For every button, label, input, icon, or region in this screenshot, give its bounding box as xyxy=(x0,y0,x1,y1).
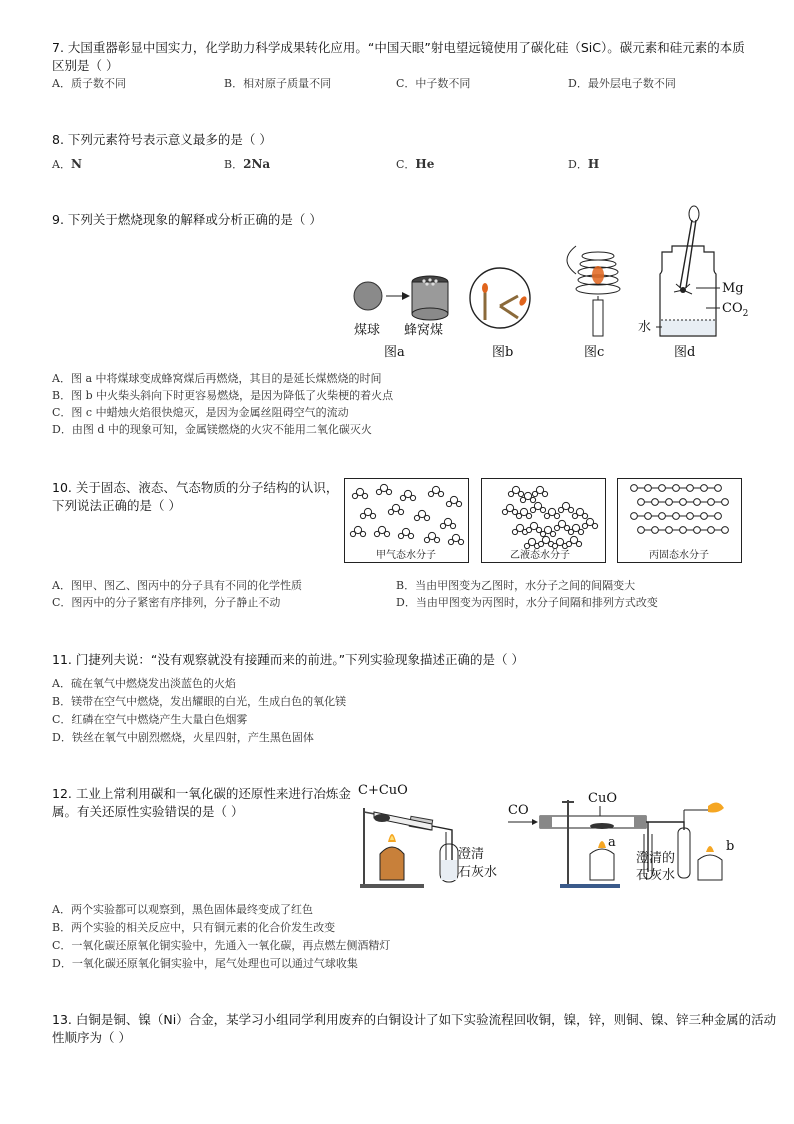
right-co-label: CO xyxy=(508,803,529,818)
figure-d-caption: 图d xyxy=(674,345,696,360)
water-molecule xyxy=(450,523,455,528)
water-molecule xyxy=(572,513,577,518)
water-molecule xyxy=(520,497,525,502)
figure-b-caption: 图b xyxy=(492,345,514,360)
q9-option-c: C．图 c 中蜡烛火焰很快熄灭，是因为金属丝阻碍空气的流动 xyxy=(52,406,349,419)
element-symbol: H xyxy=(587,157,600,171)
water-molecule xyxy=(631,513,638,520)
water-molecule xyxy=(438,491,443,496)
water-molecule xyxy=(388,509,393,514)
figure-c-caption: 图c xyxy=(584,345,605,360)
left-lime-label-1: 澄清 xyxy=(458,847,485,862)
water-molecule xyxy=(638,527,645,534)
water-molecule xyxy=(386,489,391,494)
q10-option-c: C．图丙中的分子紧密有序排列，分子静止不动 xyxy=(52,596,281,609)
water-molecule xyxy=(568,529,573,534)
water-molecule xyxy=(687,485,694,492)
water-molecule xyxy=(540,507,545,512)
q10-stem-line1: 10. 关于固态、液态、气态物质的分子结构的认识， xyxy=(52,480,339,495)
q11-option-c: C．红磷在空气中燃烧产生大量白色烟雾 xyxy=(52,713,248,726)
water-molecule xyxy=(434,537,439,542)
water-molecule xyxy=(708,527,715,534)
liquid-water-box xyxy=(482,479,606,563)
water-molecule xyxy=(722,499,729,506)
water-molecule xyxy=(384,531,389,536)
left-lime-label-2: 石灰水 xyxy=(458,865,498,880)
water-molecule xyxy=(448,539,453,544)
liquid-caption: 乙液态水分子 xyxy=(510,550,570,561)
figure-d-mg-co2 xyxy=(638,206,748,360)
water-molecule xyxy=(398,509,403,514)
water-molecule xyxy=(518,491,523,496)
water-molecule xyxy=(508,491,513,496)
water-molecule xyxy=(440,523,445,528)
water-molecule xyxy=(715,485,722,492)
water-molecule xyxy=(532,491,537,496)
water-molecule xyxy=(516,513,521,518)
water-molecule xyxy=(673,513,680,520)
q10-option-d: D．当由甲图变为丙图时，水分子间隔和排列方式改变 xyxy=(396,596,658,609)
water-molecule xyxy=(645,513,652,520)
q12-stem-line2: 属。有关还原性实验错误的是（ ） xyxy=(52,804,244,819)
water-molecule xyxy=(680,527,687,534)
water-molecule xyxy=(352,493,357,498)
water-molecule xyxy=(673,485,680,492)
left-reactant-label: C+CuO xyxy=(358,783,408,798)
solid-water-box xyxy=(618,479,742,563)
water-molecule xyxy=(701,513,708,520)
q7-option-d: D．最外层电子数不同 xyxy=(568,77,676,90)
right-cuo-label: CuO xyxy=(588,791,617,806)
water-molecule xyxy=(552,543,557,548)
water-molecule xyxy=(524,543,529,548)
q9-stem: 9. 下列关于燃烧现象的解释或分析正确的是（ ） xyxy=(52,212,322,227)
water-molecule xyxy=(530,507,535,512)
q11-option-b: B．镁带在空气中燃烧，发出耀眼的白光，生成白色的氧化镁 xyxy=(52,695,347,708)
figure-a-left-label: 煤球 xyxy=(354,323,381,338)
right-lime-label-1: 澄清的 xyxy=(636,851,676,866)
q9-option-b: B．图 b 中火柴头斜向下时更容易燃烧，是因为降低了火柴梗的着火点 xyxy=(52,389,394,402)
water-molecule xyxy=(659,513,666,520)
q8-option-d: D．H xyxy=(568,157,600,171)
water-molecule xyxy=(428,491,433,496)
figure-a-right-label: 蜂窝煤 xyxy=(404,323,444,338)
q12-stem-line1: 12. 工业上常利用碳和一氧化碳的还原性来进行冶炼金 xyxy=(52,786,351,801)
water-molecule xyxy=(398,533,403,538)
co-reduction-apparatus xyxy=(508,791,734,888)
water-molecule xyxy=(374,531,379,536)
water-molecule xyxy=(512,529,517,534)
figure-d-mg-label: Mg xyxy=(722,281,744,296)
right-lime-label-2: 石灰水 xyxy=(636,868,676,883)
solid-caption: 丙固态水分子 xyxy=(649,550,709,561)
water-molecule xyxy=(582,513,587,518)
water-molecule xyxy=(722,527,729,534)
q12-option-c: C．一氧化碳还原氧化铜实验中，先通入一氧化碳，再点燃左侧酒精灯 xyxy=(52,939,391,952)
q9-option-d: D．由图 d 中的现象可知，金属镁燃烧的火灾不能用二氧化碳灭火 xyxy=(52,423,372,436)
water-molecule xyxy=(554,525,559,530)
figure-a-coal xyxy=(354,276,448,360)
water-molecule xyxy=(526,527,531,532)
water-molecule xyxy=(554,513,559,518)
water-molecule xyxy=(370,513,375,518)
figure-b-matches xyxy=(470,268,530,360)
water-molecule xyxy=(414,515,419,520)
figure-a-caption: 图a xyxy=(384,345,405,360)
q8-stem: 8. 下列元素符号表示意义最多的是（ ） xyxy=(52,132,272,147)
q13-stem-line1: 13. 白铜是铜、镍（Ni）合金，某学习小组同学利用废弃的白铜设计了如下实验流程回收铜，镍，锌，则铜、镍、锌三种金属的活动 xyxy=(52,1012,777,1027)
water-molecule xyxy=(701,485,708,492)
gas-caption: 甲气态水分子 xyxy=(376,550,436,561)
water-molecule xyxy=(566,541,571,546)
water-molecule xyxy=(680,499,687,506)
figure-d-water-label: 水 xyxy=(638,320,652,335)
figure-d-co2-label: $CO_2$ xyxy=(722,301,749,319)
q12-option-b: B．两个实验的相关反应中，只有铜元素的化合价发生改变 xyxy=(52,921,336,934)
water-molecule xyxy=(568,507,573,512)
water-molecule xyxy=(458,539,463,544)
water-molecule xyxy=(400,495,405,500)
water-molecule xyxy=(550,531,555,536)
element-symbol: 2Na xyxy=(243,157,271,171)
water-molecule xyxy=(578,529,583,534)
right-a-label: a xyxy=(608,835,616,850)
q11-option-d: D．铁丝在氧气中剧烈燃烧，火星四射，产生黑色固体 xyxy=(52,731,314,744)
q7-option-b: B．相对原子质量不同 xyxy=(224,77,332,90)
element-symbol: He xyxy=(415,157,435,171)
water-molecule xyxy=(362,493,367,498)
q10-option-b: B．当由甲图变为乙图时，水分子之间的间隔变大 xyxy=(396,579,636,592)
water-molecule xyxy=(502,509,507,514)
q7-stem-line1: 7. 大国重器彰显中国实力，化学助力科学成果转化应用。“中国天眼”射电望远镜使用了碳化硅（SiC）。碳元素和硅元素的本质 xyxy=(52,40,745,55)
q12-option-a: A．两个实验都可以观察到，黑色固体最终变成了红色 xyxy=(52,903,313,916)
element-symbol: N xyxy=(70,157,82,171)
water-molecule xyxy=(715,513,722,520)
q12-reduction-figure xyxy=(352,780,752,890)
q13-stem-line2: 性顺序为（ ） xyxy=(52,1030,131,1045)
q10-molecule-figure xyxy=(344,478,744,566)
water-molecule xyxy=(540,531,545,536)
water-molecule xyxy=(456,501,461,506)
figure-c-candle xyxy=(567,246,620,360)
q9-combustion-figure xyxy=(340,200,760,365)
water-molecule xyxy=(530,497,535,502)
q7-option-a: A．质子数不同 xyxy=(52,77,126,90)
water-molecule xyxy=(666,499,673,506)
q11-stem: 11. 门捷列夫说：“没有观察就没有接踵而来的前进。”下列实验现象描述正确的是（ ） xyxy=(52,652,525,667)
water-molecule xyxy=(592,523,597,528)
water-molecule xyxy=(576,541,581,546)
q8-option-a: A．N xyxy=(52,157,82,171)
water-molecule xyxy=(376,489,381,494)
water-molecule xyxy=(408,533,413,538)
water-molecule xyxy=(424,515,429,520)
water-molecule xyxy=(687,513,694,520)
water-molecule xyxy=(694,499,701,506)
q7-option-c: C．中子数不同 xyxy=(396,77,471,90)
water-molecule xyxy=(694,527,701,534)
water-molecule xyxy=(645,485,652,492)
q9-option-a: A．图 a 中将煤球变成蜂窝煤后再燃烧，其目的是延长煤燃烧的时间 xyxy=(52,372,382,385)
gas-water-box xyxy=(345,479,469,563)
q7-stem-line2: 区别是（ ） xyxy=(52,58,119,73)
water-molecule xyxy=(708,499,715,506)
water-molecule xyxy=(542,491,547,496)
water-molecule xyxy=(526,513,531,518)
q11-option-a: A．硫在氧气中燃烧发出淡蓝色的火焰 xyxy=(52,677,236,690)
water-molecule xyxy=(350,531,355,536)
carbon-reduction-apparatus xyxy=(358,783,497,888)
water-molecule xyxy=(538,541,543,546)
water-molecule xyxy=(544,513,549,518)
q8-option-c: C．He xyxy=(396,157,435,171)
water-molecule xyxy=(666,527,673,534)
q8-option-b: B．2Na xyxy=(224,157,271,171)
water-molecule xyxy=(631,485,638,492)
water-molecule xyxy=(638,499,645,506)
water-molecule xyxy=(652,527,659,534)
water-molecule xyxy=(360,531,365,536)
water-molecule xyxy=(582,523,587,528)
water-molecule xyxy=(652,499,659,506)
q10-option-a: A．图甲、图乙、图丙中的分子具有不同的化学性质 xyxy=(52,579,302,592)
water-molecule xyxy=(659,485,666,492)
water-molecule xyxy=(446,501,451,506)
right-b-label: b xyxy=(726,839,735,854)
water-molecule xyxy=(424,537,429,542)
q10-stem-line2: 下列说法正确的是（ ） xyxy=(52,498,181,513)
q12-option-d: D．一氧化碳还原氧化铜实验中，尾气处理也可以通过气球收集 xyxy=(52,957,358,970)
water-molecule xyxy=(360,513,365,518)
water-molecule xyxy=(558,507,563,512)
water-molecule xyxy=(410,495,415,500)
